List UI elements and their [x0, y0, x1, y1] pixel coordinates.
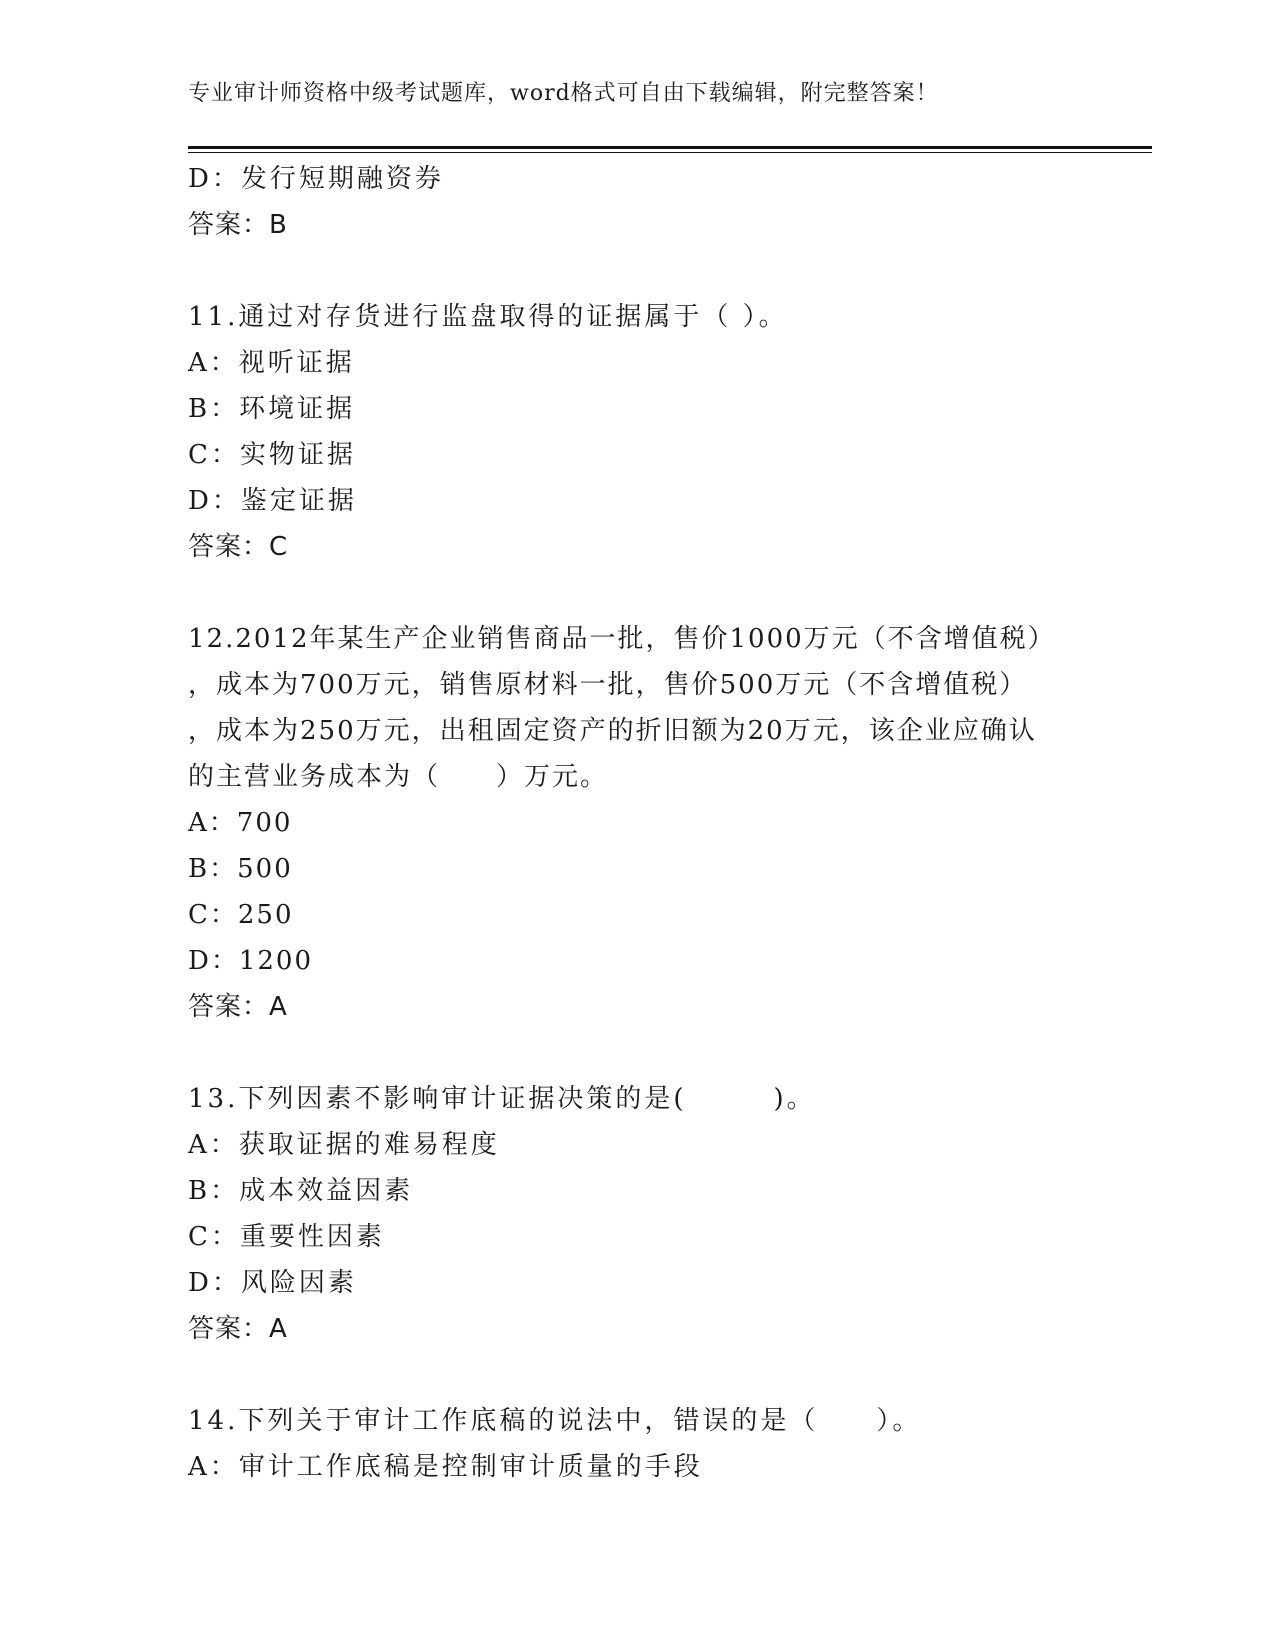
option-d: D：1200 — [188, 946, 314, 976]
question-stem-line: ，成本为250万元，出租固定资产的折旧额为20万元，该企业应确认 — [188, 716, 1037, 746]
answer: 答案：A — [188, 1314, 288, 1344]
question-13 — [188, 1076, 1088, 1352]
question-stem: 13.下列因素不影响审计证据决策的是( )。 — [188, 1084, 816, 1114]
document-body — [188, 156, 1088, 1490]
option-a: A：审计工作底稿是控制审计质量的手段 — [188, 1452, 703, 1482]
question-stem: 11.通过对存货进行监盘取得的证据属于（ ）。 — [188, 302, 788, 332]
answer: 答案：A — [188, 992, 288, 1022]
header-rule-thick — [188, 146, 1152, 149]
answer: 答案：C — [188, 532, 289, 562]
option-b: B：环境证据 — [188, 394, 356, 424]
option-d: D：鉴定证据 — [188, 486, 357, 516]
question-stem-line: ，成本为700万元，销售原材料一批，售价500万元（不含增值税） — [188, 670, 1028, 700]
option-c: C：250 — [188, 900, 294, 930]
option-d: D：风险因素 — [188, 1268, 357, 1298]
question-stem-line: 的主营业务成本为（ ）万元。 — [188, 762, 609, 792]
option-a: A：获取证据的难易程度 — [188, 1130, 500, 1160]
question-14 — [188, 1398, 1088, 1490]
header-rule-thin — [188, 152, 1152, 153]
question-11 — [188, 294, 1088, 570]
option-d: D：发行短期融资券 — [188, 164, 444, 194]
option-c: C：实物证据 — [188, 440, 356, 470]
question-12 — [188, 616, 1088, 1030]
option-b: B：成本效益因素 — [188, 1176, 414, 1206]
page-header: 专业审计师资格中级考试题库，word格式可自由下载编辑，附完整答案！ — [188, 81, 939, 106]
question-stem-line: 12.2012年某生产企业销售商品一批，售价1000万元（不含增值税） — [188, 624, 1056, 654]
answer: 答案：B — [188, 210, 288, 240]
option-b: B：500 — [188, 854, 293, 884]
option-a: A：700 — [188, 808, 293, 838]
option-a: A：视听证据 — [188, 348, 355, 378]
option-c: C：重要性因素 — [188, 1222, 385, 1252]
question-stem: 14.下列关于审计工作底稿的说法中，错误的是（ ）。 — [188, 1406, 922, 1436]
